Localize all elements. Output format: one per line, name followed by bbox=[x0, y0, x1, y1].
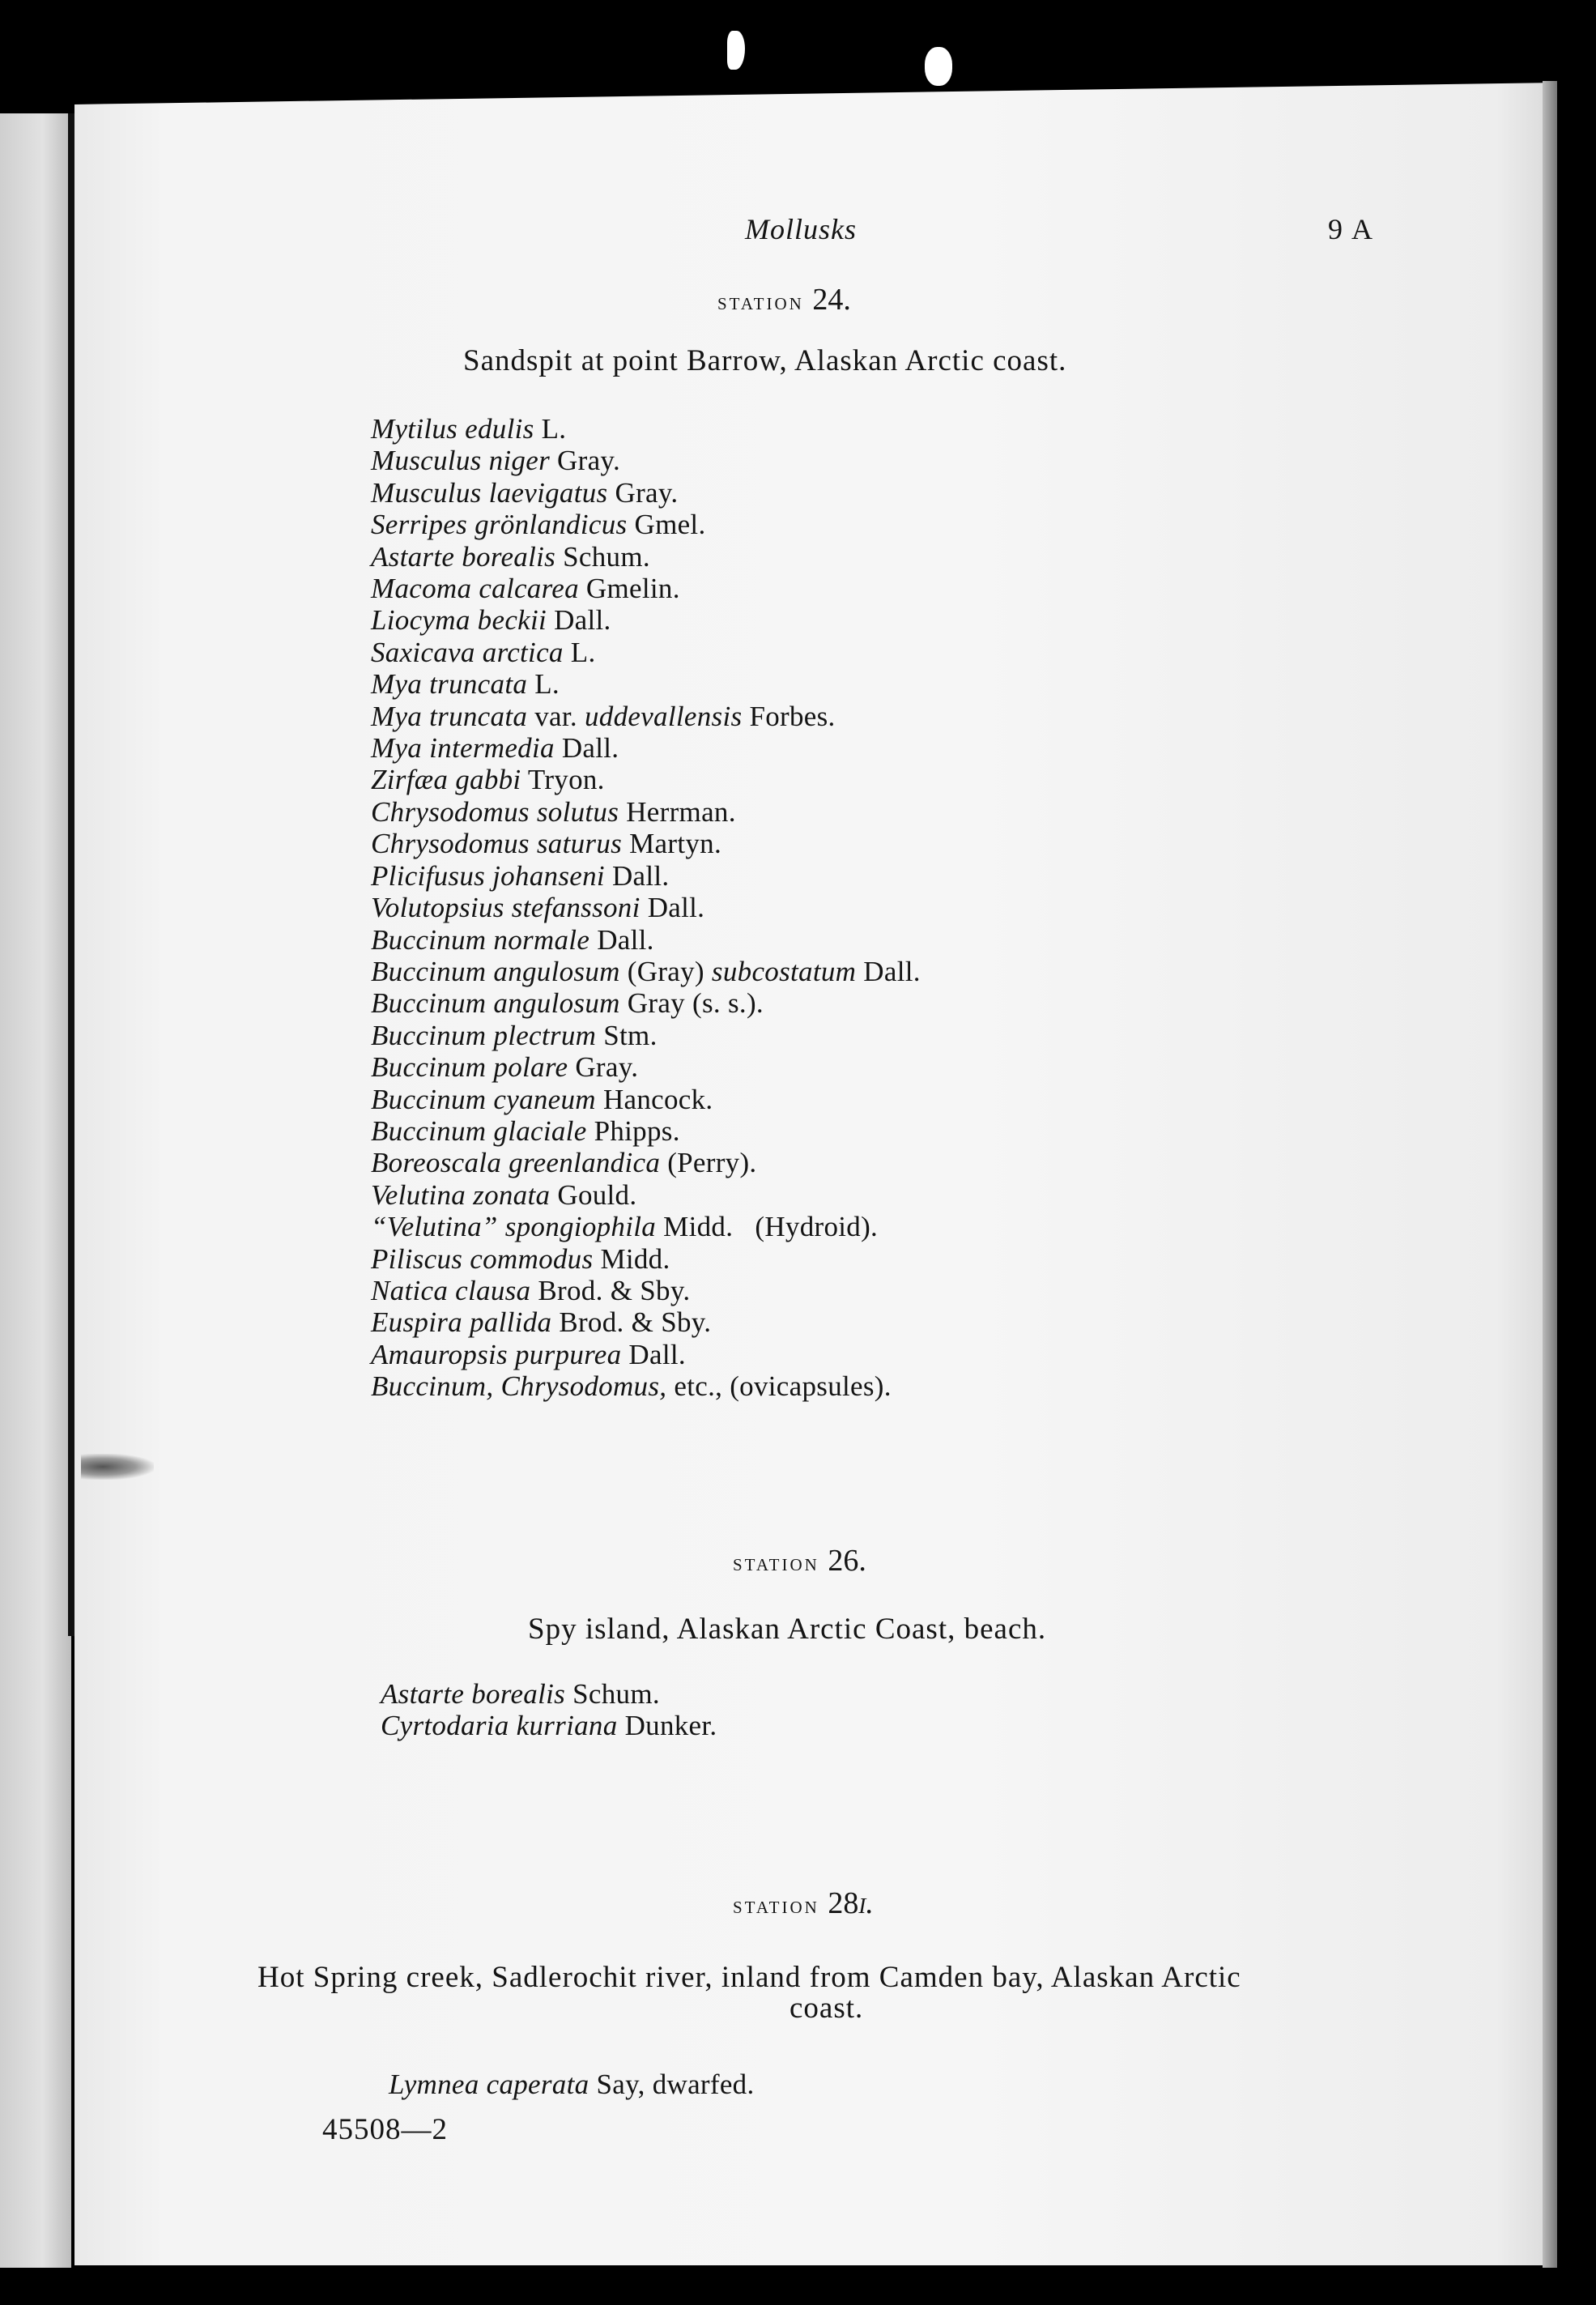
species-authority: Dall. bbox=[856, 955, 921, 987]
species-entry bbox=[371, 701, 921, 732]
species-authority: Martyn. bbox=[622, 828, 721, 860]
scan-mark-left bbox=[727, 31, 745, 70]
species-authority: L. bbox=[534, 413, 567, 445]
species-qualifier: (Gray) bbox=[619, 955, 712, 987]
species-name: Natica clausa bbox=[371, 1274, 531, 1306]
species-name: Astarte borealis bbox=[371, 540, 556, 573]
station-locality: Sandspit at point Barrow, Alaskan Arctic coast. bbox=[463, 344, 1067, 377]
species-authority: Hancock. bbox=[595, 1083, 713, 1115]
species-name: Euspira pallida bbox=[371, 1306, 552, 1339]
species-list bbox=[389, 2069, 755, 2100]
species-name: Serripes grönlandicus bbox=[371, 509, 628, 541]
species-name: Musculus niger bbox=[371, 445, 550, 477]
page-folio: 9 A bbox=[1328, 213, 1375, 245]
species-name: Zirfæa gabbi bbox=[371, 764, 521, 796]
species-authority: Gould. bbox=[550, 1178, 637, 1211]
species-name: Chrysodomus saturus bbox=[371, 828, 623, 860]
species-name: Liocyma beckii bbox=[371, 604, 547, 637]
species-entry bbox=[371, 604, 921, 636]
species-name: Piliscus commodus bbox=[371, 1242, 594, 1275]
species-name: Astarte borealis bbox=[381, 1678, 566, 1710]
species-authority: Midd. bbox=[593, 1242, 670, 1275]
species-entry bbox=[371, 764, 921, 795]
station-heading bbox=[717, 282, 851, 317]
species-entry bbox=[371, 1051, 921, 1083]
species-authority: Herrman. bbox=[619, 795, 736, 828]
species-entry bbox=[371, 924, 921, 956]
species-name: Buccinum cyaneum bbox=[371, 1083, 596, 1115]
station-number bbox=[828, 1886, 874, 1920]
species-name: Boreoscala greenlandica bbox=[371, 1147, 661, 1179]
species-entry bbox=[371, 860, 921, 892]
page-right-edge-shadow bbox=[1543, 81, 1557, 2268]
species-authority: Stm. bbox=[596, 1019, 658, 1051]
species-name: Saxicava arctica bbox=[371, 636, 564, 668]
species-list bbox=[371, 413, 921, 1403]
species-entry bbox=[371, 1306, 921, 1338]
species-authority: etc., (ovicapsules). bbox=[666, 1370, 892, 1403]
species-authority: Brod. & Sby. bbox=[551, 1306, 712, 1339]
station-number: 26. bbox=[828, 1544, 866, 1578]
species-name: Lymnea caperata bbox=[389, 2069, 589, 2100]
species-entry bbox=[371, 732, 921, 764]
plate-number: 45508—2 bbox=[322, 2113, 448, 2146]
species-authority: Gray. bbox=[550, 445, 620, 477]
species-entry bbox=[371, 796, 921, 828]
species-entry bbox=[371, 956, 921, 987]
species-authority: Dall. bbox=[621, 1338, 686, 1370]
species-entry bbox=[371, 1084, 921, 1115]
species-authority: Phipps. bbox=[586, 1114, 680, 1147]
species-entry bbox=[371, 573, 921, 604]
species-authority: Dall. bbox=[547, 604, 611, 637]
species-name: Buccinum polare bbox=[371, 1051, 568, 1084]
species-name: Mya truncata bbox=[371, 668, 528, 701]
species-authority: Schum. bbox=[555, 540, 650, 573]
species-entry bbox=[371, 668, 921, 700]
species-entry bbox=[371, 892, 921, 923]
species-name: Musculus laevigatus bbox=[371, 476, 608, 509]
station-locality-continued: coast. bbox=[789, 1992, 864, 2025]
species-entry bbox=[371, 1370, 921, 1402]
species-entry bbox=[371, 477, 921, 509]
species-authority: Gray. bbox=[607, 476, 679, 509]
species-subname: subcostatum bbox=[711, 955, 857, 987]
species-name: Buccinum normale bbox=[371, 923, 590, 956]
species-entry bbox=[371, 445, 921, 476]
species-entry bbox=[381, 1710, 717, 1741]
species-name: Mytilus edulis bbox=[371, 413, 534, 445]
species-name: Mya truncata bbox=[371, 700, 528, 732]
species-authority: Midd. (Hydroid). bbox=[656, 1211, 879, 1243]
station-label: station bbox=[717, 288, 804, 315]
species-authority: Forbes. bbox=[742, 700, 836, 732]
species-name: Buccinum glaciale bbox=[371, 1114, 587, 1147]
species-name: Chrysodomus solutus bbox=[371, 795, 619, 828]
station-locality: Hot Spring creek, Sadlerochit river, inland from Camden bay, Alaskan Arctic bbox=[257, 1961, 1241, 1994]
species-entry bbox=[371, 1211, 921, 1242]
species-subname: uddevallensis bbox=[584, 700, 743, 732]
species-name: “Velutina” spongiophila bbox=[371, 1211, 657, 1243]
station-number-suffix: i. bbox=[858, 1886, 874, 1920]
species-entry bbox=[371, 828, 921, 859]
species-name: Cyrtodaria kurriana bbox=[381, 1710, 618, 1742]
species-authority: Gray. bbox=[568, 1051, 639, 1084]
species-authority: Dall. bbox=[640, 892, 705, 924]
species-name: Buccinum angulosum bbox=[371, 955, 620, 987]
station-heading bbox=[733, 1885, 874, 1921]
species-name: Macoma calcarea bbox=[371, 573, 579, 605]
station-label: station bbox=[733, 1892, 819, 1919]
species-authority: Dall. bbox=[589, 923, 654, 956]
species-qualifier: var. bbox=[527, 700, 585, 732]
species-name: Amauropsis purpurea bbox=[371, 1338, 622, 1370]
species-authority: Gray (s. s.). bbox=[619, 987, 764, 1020]
station-number-digits: 28 bbox=[828, 1886, 859, 1920]
station-number: 24. bbox=[812, 283, 851, 317]
species-entry bbox=[381, 1678, 717, 1710]
species-authority: Dunker. bbox=[617, 1710, 717, 1742]
species-entry bbox=[371, 987, 921, 1019]
species-authority: Tryon. bbox=[521, 764, 605, 796]
species-authority: (Perry). bbox=[660, 1147, 757, 1179]
station-heading bbox=[733, 1543, 866, 1579]
binding-shadow bbox=[68, 113, 74, 1636]
species-authority: Brod. & Sby. bbox=[530, 1274, 691, 1306]
species-authority: Gmel. bbox=[627, 509, 706, 541]
station-locality: Spy island, Alaskan Arctic Coast, beach. bbox=[528, 1613, 1047, 1646]
species-entry bbox=[371, 1243, 921, 1275]
species-entry bbox=[371, 637, 921, 668]
running-head: Mollusks bbox=[745, 213, 857, 245]
binding-smudge bbox=[81, 1454, 154, 1480]
species-name: Volutopsius stefanssoni bbox=[371, 892, 641, 924]
species-name: Plicifusus johanseni bbox=[371, 859, 605, 892]
species-entry bbox=[371, 541, 921, 573]
species-list bbox=[381, 1678, 717, 1742]
species-authority: Schum. bbox=[565, 1678, 660, 1710]
species-entry bbox=[371, 1339, 921, 1370]
species-name: Buccinum angulosum bbox=[371, 987, 620, 1020]
species-entry bbox=[371, 509, 921, 540]
species-entry bbox=[371, 413, 921, 445]
species-name: Velutina zonata bbox=[371, 1178, 551, 1211]
species-entry bbox=[371, 1179, 921, 1211]
scan-mark-right bbox=[925, 47, 952, 86]
species-entry bbox=[371, 1275, 921, 1306]
species-authority: Dall. bbox=[554, 732, 619, 765]
species-entry bbox=[371, 1115, 921, 1147]
species-name: Buccinum, Chrysodomus, bbox=[371, 1370, 667, 1403]
species-entry bbox=[389, 2069, 755, 2100]
species-name: Mya intermedia bbox=[371, 732, 555, 765]
species-authority: Dall. bbox=[604, 859, 670, 892]
species-entry bbox=[371, 1020, 921, 1051]
species-authority: L. bbox=[563, 636, 596, 668]
species-authority: Gmelin. bbox=[578, 573, 680, 605]
species-name: Buccinum plectrum bbox=[371, 1019, 597, 1051]
species-authority: Say, dwarfed. bbox=[589, 2069, 755, 2100]
previous-page-edge bbox=[0, 113, 71, 2268]
species-entry bbox=[371, 1147, 921, 1178]
species-authority: L. bbox=[527, 668, 560, 701]
station-label: station bbox=[733, 1549, 819, 1576]
